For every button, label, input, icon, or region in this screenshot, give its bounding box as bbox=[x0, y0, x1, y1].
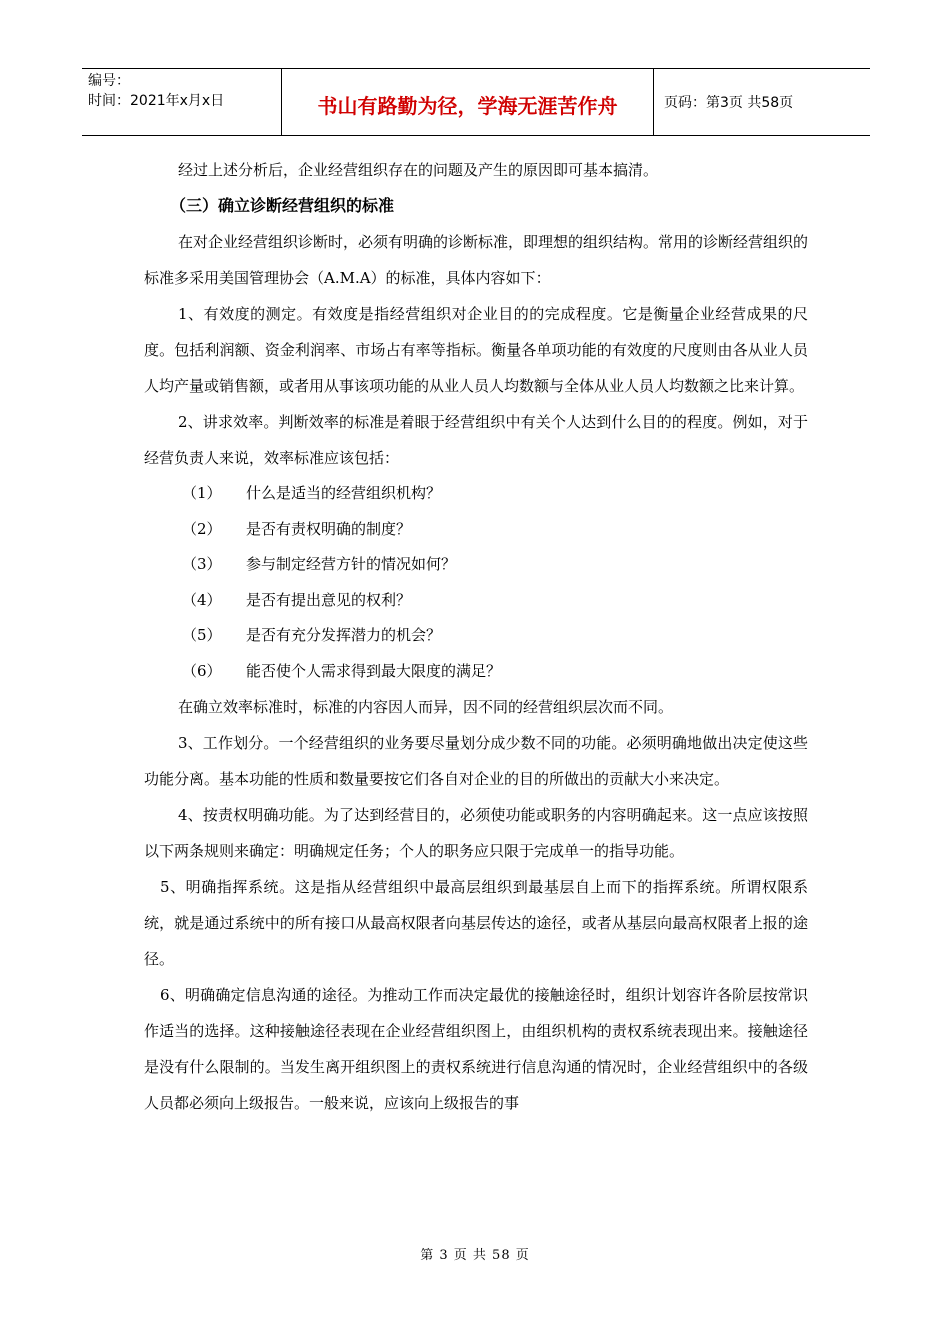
header-meta bbox=[82, 69, 282, 135]
list-item bbox=[144, 583, 808, 619]
efficiency-sub-list bbox=[144, 476, 808, 689]
paragraph-item-5: 5、明确指挥系统。这是指从经营组织中最高层组织到最基层自上而下的指挥系统。所谓权限系统，就是通过系统中的所有接口从最高权限者向基层传达的途径，或者从基层向最高权限者上报的途径。 bbox=[144, 878, 808, 968]
paragraph-item-2: 2、讲求效率。判断效率的标准是着眼于经营组织中有关个人达到什么目的的程度。例如，对于经营负责人来说，效率标准应该包括： bbox=[144, 413, 808, 467]
list-item bbox=[144, 547, 808, 583]
header-motto: 书山有路勤为径，学海无涯苦作舟 bbox=[282, 69, 654, 135]
list-item bbox=[144, 512, 808, 548]
list-item-number: （6） bbox=[182, 661, 222, 680]
document-number-label: 编号： bbox=[88, 73, 130, 89]
list-item-text: 是否有提出意见的权利？ bbox=[246, 590, 412, 609]
section-title: （三）确立诊断经营组织的标准 bbox=[170, 196, 395, 215]
list-item bbox=[144, 618, 808, 654]
list-item-text: 是否有责权明确的制度？ bbox=[246, 519, 412, 538]
paragraph-item-4: 4、按责权明确功能。为了达到经营目的，必须使功能或职务的内容明确起来。这一点应该按照以下两条规则来确定：明确规定任务；个人的职务应只限于完成单一的指导功能。 bbox=[144, 806, 808, 860]
paragraph-intro: 经过上述分析后，企业经营组织存在的问题及产生的原因即可基本搞清。 bbox=[178, 161, 659, 179]
list-item-text: 参与制定经营方针的情况如何？ bbox=[246, 555, 457, 573]
list-item-number: （5） bbox=[182, 626, 222, 644]
paragraph-standard: 在对企业经营组织诊断时，必须有明确的诊断标准，即理想的组织结构。常用的诊断经营组织的标准多采用美国管理协会（A.M.A）的标准，具体内容如下： bbox=[144, 233, 809, 287]
paragraph-item-6: 6、明确确定信息沟通的途径。为推动工作而决定最优的接触途径时，组织计划容许各阶层按常识作适当的选择。这种接触途径表现在企业经营组织图上，由组织机构的责权系统表现出来。接触途径是没有什么限制的。当发生离开组织图上的责权系统进行信息沟通的情况时，企业经营组织中的各级人员都必须向上级报告。一般来说，应该向上级报告的事 bbox=[144, 986, 808, 1112]
page-footer: 第 3 页 共 58 页 bbox=[420, 1248, 530, 1263]
document-body bbox=[144, 152, 808, 1121]
list-item-text: 能否使个人需求得到最大限度的满足？ bbox=[246, 661, 502, 680]
list-item-text: 是否有充分发挥潜力的机会？ bbox=[246, 626, 442, 644]
paragraph-item-1: 1、有效度的测定。有效度是指经营组织对企业目的的完成程度。它是衡量企业经营成果的尺度。包括利润额、资金利润率、市场占有率等指标。衡量各单项功能的有效度的尺度则由各从业人员人均产量或销售额，或者用从事该项功能的从业人员人均数额与全体从业人员人均数额之比来计算。 bbox=[144, 305, 808, 395]
page-header bbox=[82, 68, 870, 136]
paragraph-efficiency-note: 在确立效率标准时，标准的内容因人而异，因不同的经营组织层次而不同。 bbox=[178, 698, 674, 716]
list-item bbox=[144, 654, 808, 690]
list-item-number: （3） bbox=[182, 555, 222, 573]
header-page-info: 页码：第3页 共58页 bbox=[664, 95, 794, 111]
list-item bbox=[144, 476, 808, 512]
document-time-label: 时间：2021年x月x日 bbox=[88, 93, 225, 109]
list-item-number: （1） bbox=[182, 484, 222, 502]
list-item-number: （4） bbox=[182, 590, 222, 609]
list-item-text: 什么是适当的经营组织机构？ bbox=[246, 484, 442, 502]
list-item-number: （2） bbox=[182, 519, 222, 538]
paragraph-item-3: 3、工作划分。一个经营组织的业务要尽量划分成少数不同的功能。必须明确地做出决定使这些功能分离。基本功能的性质和数量要按它们各自对企业的目的所做出的贡献大小来决定。 bbox=[144, 734, 808, 788]
